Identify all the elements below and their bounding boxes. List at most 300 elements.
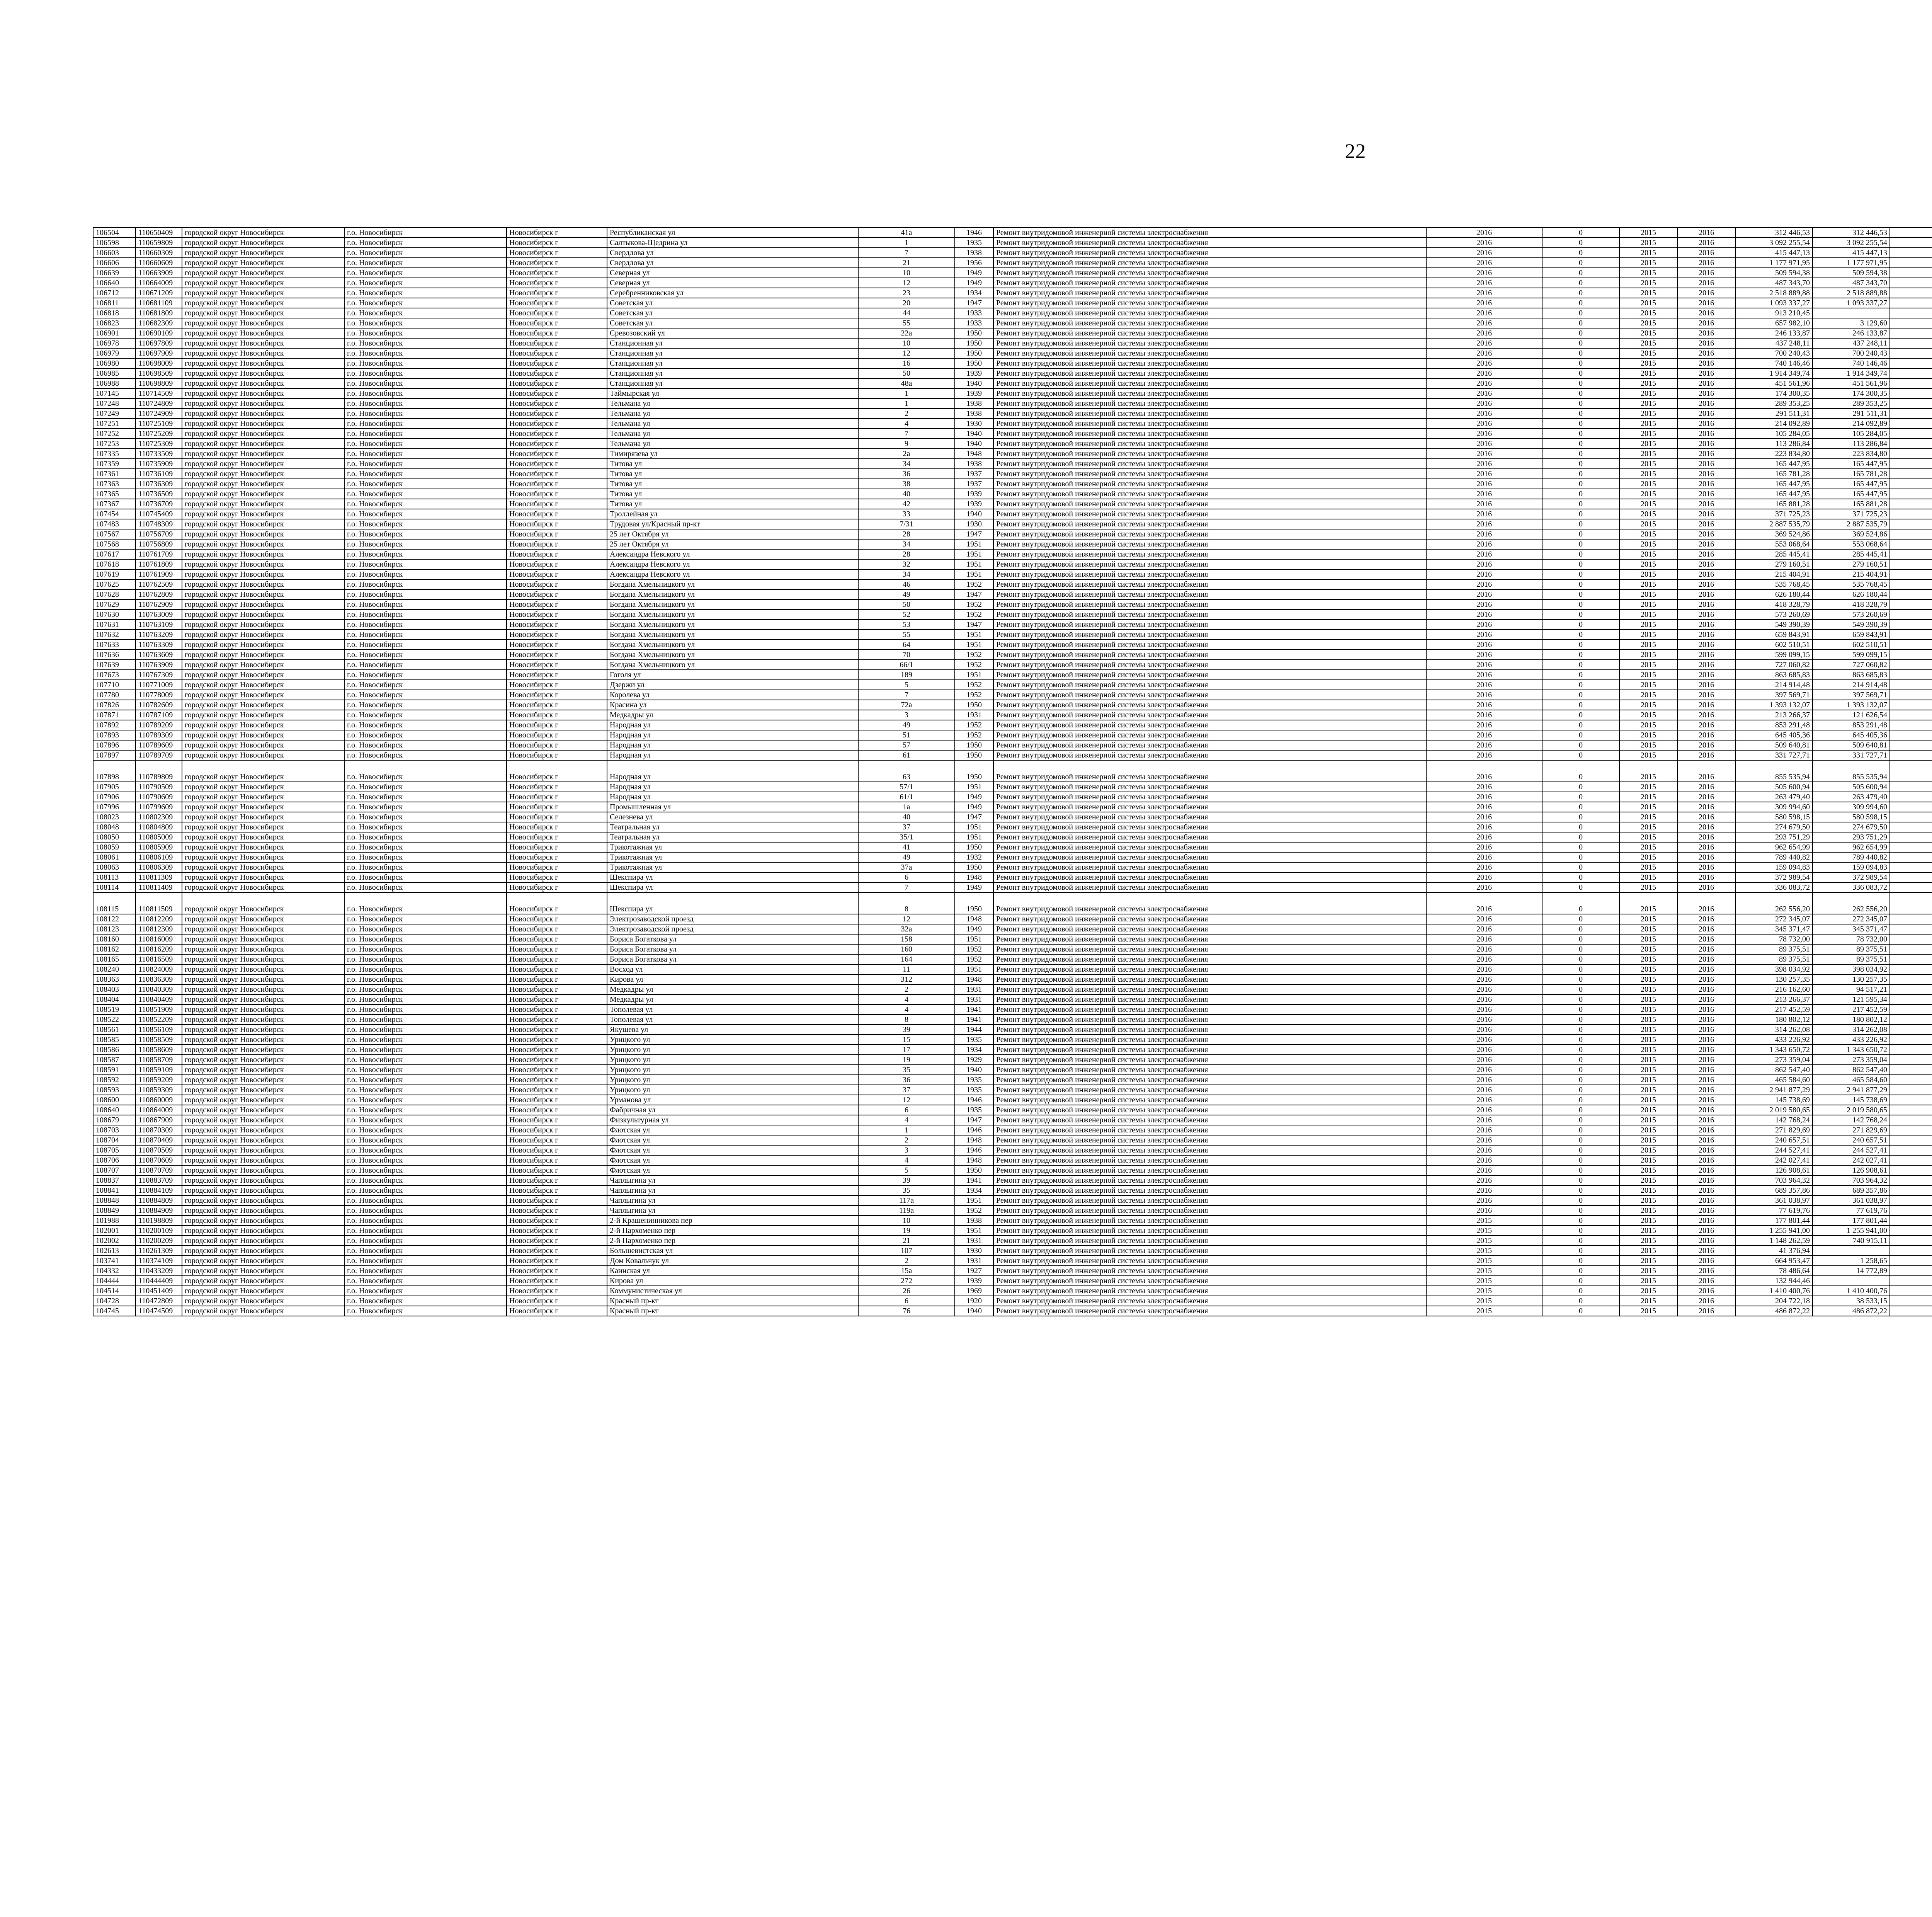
table-row	[93, 338, 1932, 348]
cell-year: 1939	[955, 489, 993, 499]
cell-street: Александра Невского ул	[607, 549, 858, 559]
cell-zero: 0	[1542, 348, 1619, 358]
cell-y2: 2016	[1677, 1075, 1735, 1085]
cell-street: Урицкого ул	[607, 1045, 858, 1055]
cell-plan: 2016	[1426, 782, 1542, 792]
cell-house: 2	[858, 1135, 955, 1145]
cell-id: 106818	[93, 308, 136, 318]
cell-work: Ремонт внутридомовой инженерной системы электроснабжения	[993, 822, 1426, 832]
cell-district: городской округ Новосибирск	[182, 1004, 344, 1015]
cell-year: 1949	[955, 278, 993, 288]
cell-cost: 659 843,91	[1735, 630, 1813, 640]
cell-zero: 0	[1542, 792, 1619, 802]
cell-cost: 41 376,94	[1735, 1246, 1813, 1256]
cell-district: городской округ Новосибирск	[182, 1165, 344, 1175]
cell-c3	[1890, 1296, 1932, 1306]
cell-district: городской округ Новосибирск	[182, 1045, 344, 1055]
cell-y1: 2015	[1619, 680, 1677, 690]
cell-settlement: г.о. Новосибирск	[344, 620, 507, 630]
cell-id: 108160	[93, 934, 136, 944]
cell-district: городской округ Новосибирск	[182, 1075, 344, 1085]
cell-year: 1951	[955, 559, 993, 569]
cell-c3	[1890, 792, 1932, 802]
cell-y2: 2016	[1677, 882, 1735, 892]
cell-cost: 271 829,69	[1735, 1125, 1813, 1135]
cell-y1: 2015	[1619, 559, 1677, 569]
cell-id: 107618	[93, 559, 136, 569]
cell-settlement: г.о. Новосибирск	[344, 1035, 507, 1045]
cell-zero: 0	[1542, 670, 1619, 680]
cell-y2: 2016	[1677, 1256, 1735, 1266]
cell-c3	[1890, 700, 1932, 710]
cell-c3	[1890, 1175, 1932, 1185]
cell-y2: 2016	[1677, 730, 1735, 740]
cell-district: городской округ Новосибирск	[182, 268, 344, 278]
cell-c2: 789 440,82	[1813, 852, 1890, 862]
cell-c3	[1890, 509, 1932, 519]
table-row	[93, 812, 1932, 822]
cell-y2: 2016	[1677, 862, 1735, 872]
cell-street: Александра Невского ул	[607, 559, 858, 569]
cell-work: Ремонт внутридомовой инженерной системы электроснабжения	[993, 228, 1426, 238]
cell-house: 55	[858, 630, 955, 640]
cell-year: 1952	[955, 660, 993, 670]
cell-c3	[1890, 640, 1932, 650]
cell-c3	[1890, 720, 1932, 730]
cell-c2	[1813, 308, 1890, 318]
cell-c3	[1890, 378, 1932, 388]
cell-cost: 180 802,12	[1735, 1015, 1813, 1025]
cell-city: Новосибирск г	[507, 298, 607, 308]
cell-plan: 2016	[1426, 1145, 1542, 1155]
cell-house: 36	[858, 469, 955, 479]
cell-year: 1952	[955, 944, 993, 954]
table-row	[93, 1236, 1932, 1246]
cell-district: городской округ Новосибирск	[182, 802, 344, 812]
cell-zero: 0	[1542, 298, 1619, 308]
cell-cost: 130 257,35	[1735, 974, 1813, 984]
cell-cost: 262 556,20	[1735, 892, 1813, 914]
table-row	[93, 398, 1932, 409]
cell-district: городской округ Новосибирск	[182, 1266, 344, 1276]
cell-plan: 2016	[1426, 348, 1542, 358]
cell-c3	[1890, 569, 1932, 579]
cell-c3	[1890, 710, 1932, 720]
cell-code: 110698809	[136, 378, 182, 388]
cell-work: Ремонт внутридомовой инженерной системы электроснабжения	[993, 419, 1426, 429]
cell-zero: 0	[1542, 409, 1619, 419]
cell-c3	[1890, 609, 1932, 620]
cell-house: 51	[858, 730, 955, 740]
cell-zero: 0	[1542, 1025, 1619, 1035]
cell-y1: 2015	[1619, 1105, 1677, 1115]
cell-zero: 0	[1542, 954, 1619, 964]
cell-plan: 2016	[1426, 1085, 1542, 1095]
cell-y2: 2016	[1677, 792, 1735, 802]
cell-settlement: г.о. Новосибирск	[344, 489, 507, 499]
cell-work: Ремонт внутридомовой инженерной системы электроснабжения	[993, 984, 1426, 994]
cell-street: Богдана Хмельницкого ул	[607, 630, 858, 640]
cell-cost: 126 908,61	[1735, 1165, 1813, 1175]
cell-settlement: г.о. Новосибирск	[344, 832, 507, 842]
cell-c3	[1890, 519, 1932, 529]
cell-cost: 345 371,47	[1735, 924, 1813, 934]
cell-district: городской округ Новосибирск	[182, 1216, 344, 1226]
cell-id: 107251	[93, 419, 136, 429]
cell-zero: 0	[1542, 802, 1619, 812]
cell-street: 2-й Пархоменко пер	[607, 1236, 858, 1246]
cell-zero: 0	[1542, 710, 1619, 720]
cell-y1: 2015	[1619, 489, 1677, 499]
cell-district: городской округ Новосибирск	[182, 964, 344, 974]
cell-id: 106980	[93, 358, 136, 368]
cell-work: Ремонт внутридомовой инженерной системы электроснабжения	[993, 792, 1426, 802]
cell-city: Новосибирск г	[507, 328, 607, 338]
cell-code: 110763309	[136, 640, 182, 650]
cell-c2: 962 654,99	[1813, 842, 1890, 852]
cell-settlement: г.о. Новосибирск	[344, 740, 507, 750]
cell-settlement: г.о. Новосибирск	[344, 812, 507, 822]
cell-year: 1952	[955, 720, 993, 730]
cell-cost: 418 328,79	[1735, 599, 1813, 609]
cell-cost: 361 038,97	[1735, 1195, 1813, 1205]
cell-c3	[1890, 650, 1932, 660]
cell-id: 108048	[93, 822, 136, 832]
cell-year: 1951	[955, 964, 993, 974]
cell-city: Новосибирск г	[507, 549, 607, 559]
cell-y1: 2015	[1619, 914, 1677, 924]
cell-year: 1951	[955, 569, 993, 579]
cell-code: 110771009	[136, 680, 182, 690]
cell-settlement: г.о. Новосибирск	[344, 720, 507, 730]
cell-y2: 2016	[1677, 308, 1735, 318]
table-row	[93, 1306, 1932, 1316]
cell-year: 1931	[955, 710, 993, 720]
cell-code: 110790509	[136, 782, 182, 792]
cell-settlement: г.о. Новосибирск	[344, 710, 507, 720]
cell-street: Медкадры ул	[607, 710, 858, 720]
cell-settlement: г.о. Новосибирск	[344, 994, 507, 1004]
cell-city: Новосибирск г	[507, 1195, 607, 1205]
cell-year: 1951	[955, 1195, 993, 1205]
cell-settlement: г.о. Новосибирск	[344, 750, 507, 760]
cell-y1: 2015	[1619, 479, 1677, 489]
cell-code: 110870709	[136, 1165, 182, 1175]
cell-work: Ремонт внутридомовой инженерной системы электроснабжения	[993, 1115, 1426, 1125]
cell-district: городской округ Новосибирск	[182, 1095, 344, 1105]
cell-code: 110884909	[136, 1205, 182, 1216]
cell-settlement: г.о. Новосибирск	[344, 944, 507, 954]
cell-street: Советская ул	[607, 308, 858, 318]
cell-code: 110472809	[136, 1296, 182, 1306]
cell-cost: 214 092,89	[1735, 419, 1813, 429]
cell-work: Ремонт внутридомовой инженерной системы электроснабжения	[993, 1105, 1426, 1115]
cell-y2: 2016	[1677, 872, 1735, 882]
cell-id: 107248	[93, 398, 136, 409]
cell-id: 107617	[93, 549, 136, 559]
cell-code: 110763109	[136, 620, 182, 630]
cell-c3	[1890, 398, 1932, 409]
cell-c2: 177 801,44	[1813, 1216, 1890, 1226]
cell-id: 108403	[93, 984, 136, 994]
cell-id: 107619	[93, 569, 136, 579]
cell-work: Ремонт внутридомовой инженерной системы электроснабжения	[993, 872, 1426, 882]
cell-plan: 2016	[1426, 842, 1542, 852]
cell-year: 1950	[955, 348, 993, 358]
cell-street: Театральная ул	[607, 832, 858, 842]
cell-code: 110756809	[136, 539, 182, 549]
cell-work: Ремонт внутридомовой инженерной системы электроснабжения	[993, 338, 1426, 348]
table-row	[93, 248, 1932, 258]
cell-cost: 213 266,37	[1735, 994, 1813, 1004]
cell-house: 8	[858, 892, 955, 914]
cell-work: Ремонт внутридомовой инженерной системы электроснабжения	[993, 559, 1426, 569]
cell-y2: 2016	[1677, 720, 1735, 730]
cell-street: Тельмана ул	[607, 419, 858, 429]
cell-c3	[1890, 1055, 1932, 1065]
cell-plan: 2016	[1426, 710, 1542, 720]
cell-cost: 863 685,83	[1735, 670, 1813, 680]
cell-street: Электрозаводской проезд	[607, 924, 858, 934]
cell-plan: 2016	[1426, 378, 1542, 388]
cell-year: 1940	[955, 1065, 993, 1075]
cell-work: Ремонт внутридомовой инженерной системы электроснабжения	[993, 1095, 1426, 1105]
cell-y2: 2016	[1677, 892, 1735, 914]
cell-y2: 2016	[1677, 710, 1735, 720]
cell-code: 110884109	[136, 1185, 182, 1195]
cell-year: 1956	[955, 258, 993, 268]
cell-city: Новосибирск г	[507, 730, 607, 740]
cell-district: городской округ Новосибирск	[182, 439, 344, 449]
cell-work: Ремонт внутридомовой инженерной системы электроснабжения	[993, 318, 1426, 328]
cell-code: 110812209	[136, 914, 182, 924]
cell-y2: 2016	[1677, 660, 1735, 670]
cell-plan: 2015	[1426, 1276, 1542, 1286]
cell-district: городской округ Новосибирск	[182, 1105, 344, 1115]
cell-c3	[1890, 1306, 1932, 1316]
cell-y2: 2016	[1677, 479, 1735, 489]
cell-y1: 2015	[1619, 852, 1677, 862]
cell-street: Богдана Хмельницкого ул	[607, 660, 858, 670]
cell-house: 49	[858, 852, 955, 862]
cell-house: 42	[858, 499, 955, 509]
cell-district: городской округ Новосибирск	[182, 589, 344, 599]
cell-street: Троллейная ул	[607, 509, 858, 519]
cell-year: 1938	[955, 409, 993, 419]
cell-y1: 2015	[1619, 358, 1677, 368]
cell-c3	[1890, 479, 1932, 489]
cell-work: Ремонт внутридомовой инженерной системы электроснабжения	[993, 802, 1426, 812]
cell-city: Новосибирск г	[507, 750, 607, 760]
cell-house: 34	[858, 539, 955, 549]
cell-code: 110681809	[136, 308, 182, 318]
cell-zero: 0	[1542, 1135, 1619, 1145]
cell-cost: 415 447,13	[1735, 248, 1813, 258]
cell-c3	[1890, 1195, 1932, 1205]
cell-y1: 2015	[1619, 1035, 1677, 1045]
cell-y2: 2016	[1677, 338, 1735, 348]
cell-c3	[1890, 862, 1932, 872]
cell-house: 34	[858, 569, 955, 579]
cell-district: городской округ Новосибирск	[182, 974, 344, 984]
cell-y1: 2015	[1619, 298, 1677, 308]
cell-work: Ремонт внутридомовой инженерной системы электроснабжения	[993, 680, 1426, 690]
cell-c3	[1890, 248, 1932, 258]
cell-code: 110859309	[136, 1085, 182, 1095]
cell-district: городской округ Новосибирск	[182, 449, 344, 459]
cell-city: Новосибирск г	[507, 1236, 607, 1246]
cell-cost: 913 210,45	[1735, 308, 1813, 318]
cell-street: Тельмана ул	[607, 409, 858, 419]
cell-house: 6	[858, 1105, 955, 1115]
cell-year: 1949	[955, 268, 993, 278]
cell-code: 110799609	[136, 802, 182, 812]
cell-zero: 0	[1542, 1266, 1619, 1276]
cell-c3	[1890, 1065, 1932, 1075]
cell-house: 52	[858, 609, 955, 620]
cell-work: Ремонт внутридомовой инженерной системы электроснабжения	[993, 1145, 1426, 1155]
table-row	[93, 318, 1932, 328]
cell-id: 108561	[93, 1025, 136, 1035]
cell-zero: 0	[1542, 1236, 1619, 1246]
cell-c3	[1890, 974, 1932, 984]
cell-district: городской округ Новосибирск	[182, 640, 344, 650]
cell-id: 108704	[93, 1135, 136, 1145]
cell-work: Ремонт внутридомовой инженерной системы электроснабжения	[993, 1286, 1426, 1296]
cell-c2: 371 725,23	[1813, 509, 1890, 519]
cell-city: Новосибирск г	[507, 954, 607, 964]
cell-year: 1940	[955, 429, 993, 439]
cell-city: Новосибирск г	[507, 740, 607, 750]
cell-y1: 2015	[1619, 740, 1677, 750]
cell-zero: 0	[1542, 1175, 1619, 1185]
cell-city: Новосибирск г	[507, 650, 607, 660]
cell-c2	[1813, 1276, 1890, 1286]
cell-district: городской округ Новосибирск	[182, 650, 344, 660]
cell-plan: 2016	[1426, 599, 1542, 609]
table-row	[93, 892, 1932, 914]
cell-district: городской округ Новосибирск	[182, 398, 344, 409]
table-row	[93, 760, 1932, 782]
cell-street: Селезнева ул	[607, 812, 858, 822]
table-row	[93, 1155, 1932, 1165]
cell-work: Ремонт внутридомовой инженерной системы электроснабжения	[993, 439, 1426, 449]
cell-house: 312	[858, 974, 955, 984]
table-row	[93, 378, 1932, 388]
cell-cost: 132 944,46	[1735, 1276, 1813, 1286]
cell-house: 61/1	[858, 792, 955, 802]
cell-y1: 2015	[1619, 589, 1677, 599]
cell-id: 107361	[93, 469, 136, 479]
cell-zero: 0	[1542, 1205, 1619, 1216]
cell-zero: 0	[1542, 720, 1619, 730]
table-row	[93, 1266, 1932, 1276]
cell-cost: 862 547,40	[1735, 1065, 1813, 1075]
cell-work: Ремонт внутридомовой инженерной системы электроснабжения	[993, 892, 1426, 914]
table-row	[93, 1185, 1932, 1195]
cell-settlement: г.о. Новосибирск	[344, 1045, 507, 1055]
cell-plan: 2016	[1426, 862, 1542, 872]
cell-plan: 2016	[1426, 630, 1542, 640]
cell-settlement: г.о. Новосибирск	[344, 892, 507, 914]
table-row	[93, 984, 1932, 994]
cell-house: 1а	[858, 802, 955, 812]
cell-settlement: г.о. Новосибирск	[344, 1145, 507, 1155]
cell-work: Ремонт внутридомовой инженерной системы электроснабжения	[993, 509, 1426, 519]
cell-settlement: г.о. Новосибирск	[344, 429, 507, 439]
cell-house: 2а	[858, 449, 955, 459]
cell-work: Ремонт внутридомовой инженерной системы электроснабжения	[993, 1296, 1426, 1306]
cell-street: Станционная ул	[607, 358, 858, 368]
cell-year: 1947	[955, 589, 993, 599]
cell-id: 108123	[93, 924, 136, 934]
cell-id: 102002	[93, 1236, 136, 1246]
cell-year: 1948	[955, 1155, 993, 1165]
cell-house: 5	[858, 680, 955, 690]
cell-street: Северная ул	[607, 268, 858, 278]
cell-year: 1931	[955, 1236, 993, 1246]
cell-code: 110724809	[136, 398, 182, 409]
cell-cost: 1 914 349,74	[1735, 368, 1813, 378]
cell-city: Новосибирск г	[507, 944, 607, 954]
cell-house: 7	[858, 429, 955, 439]
cell-y2: 2016	[1677, 509, 1735, 519]
table-row	[93, 579, 1932, 589]
cell-city: Новосибирск г	[507, 338, 607, 348]
cell-district: городской округ Новосибирск	[182, 994, 344, 1004]
cell-y1: 2015	[1619, 1155, 1677, 1165]
cell-zero: 0	[1542, 882, 1619, 892]
cell-work: Ремонт внутридомовой инженерной системы электроснабжения	[993, 449, 1426, 459]
cell-cost: 727 060,82	[1735, 660, 1813, 670]
cell-c3	[1890, 439, 1932, 449]
cell-year: 1952	[955, 680, 993, 690]
cell-city: Новосибирск г	[507, 519, 607, 529]
cell-district: городской округ Новосибирск	[182, 228, 344, 238]
cell-id: 107454	[93, 509, 136, 519]
cell-cost: 740 146,46	[1735, 358, 1813, 368]
cell-work: Ремонт внутридомовой инженерной системы электроснабжения	[993, 609, 1426, 620]
cell-work: Ремонт внутридомовой инженерной системы электроснабжения	[993, 1165, 1426, 1175]
cell-c3	[1890, 812, 1932, 822]
cell-work: Ремонт внутридомовой инженерной системы электроснабжения	[993, 660, 1426, 670]
cell-house: 21	[858, 1236, 955, 1246]
cell-y1: 2015	[1619, 1135, 1677, 1145]
cell-settlement: г.о. Новосибирск	[344, 650, 507, 660]
cell-id: 108600	[93, 1095, 136, 1105]
cell-c2: 77 619,76	[1813, 1205, 1890, 1216]
cell-y2: 2016	[1677, 630, 1735, 640]
cell-y1: 2015	[1619, 1165, 1677, 1175]
cell-street: Народная ул	[607, 740, 858, 750]
cell-year: 1946	[955, 228, 993, 238]
cell-plan: 2016	[1426, 700, 1542, 710]
cell-c2: 242 027,41	[1813, 1155, 1890, 1165]
cell-year: 1951	[955, 822, 993, 832]
cell-c3	[1890, 328, 1932, 338]
cell-work: Ремонт внутридомовой инженерной системы электроснабжения	[993, 1256, 1426, 1266]
cell-id: 108837	[93, 1175, 136, 1185]
cell-city: Новосибирск г	[507, 630, 607, 640]
cell-y1: 2015	[1619, 1025, 1677, 1035]
cell-city: Новосибирск г	[507, 720, 607, 730]
table-row	[93, 710, 1932, 720]
cell-city: Новосибирск г	[507, 680, 607, 690]
cell-city: Новосибирск г	[507, 469, 607, 479]
cell-id: 108841	[93, 1185, 136, 1195]
cell-district: городской округ Новосибирск	[182, 670, 344, 680]
cell-house: 1	[858, 1125, 955, 1135]
